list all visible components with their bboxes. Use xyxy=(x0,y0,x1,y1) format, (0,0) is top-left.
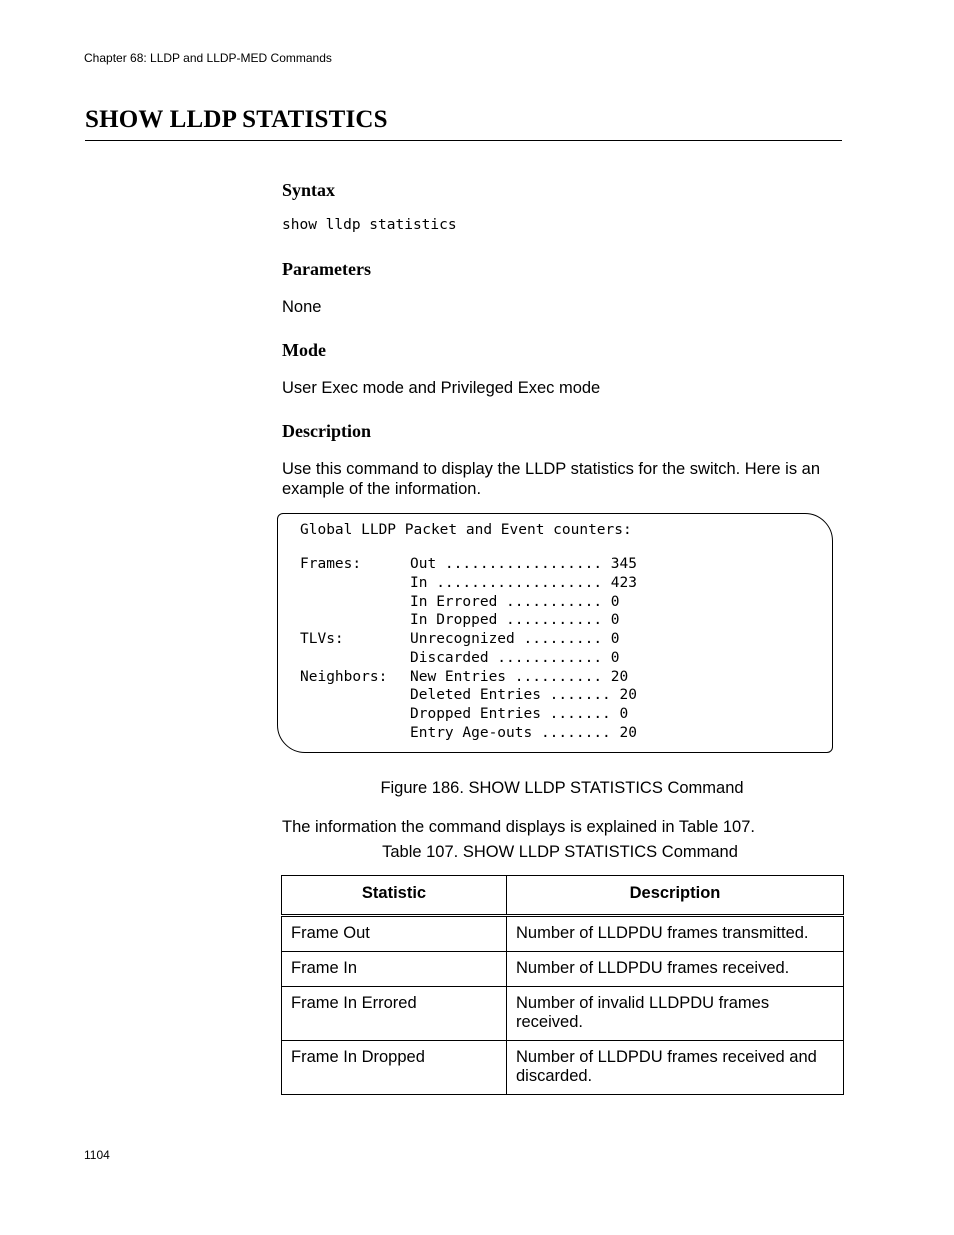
page-title: SHOW LLDP STATISTICS xyxy=(85,106,388,133)
page-number: 1104 xyxy=(84,1148,110,1162)
table-row xyxy=(282,916,844,952)
description-cell: Number of invalid LLDPDU frames received. xyxy=(507,987,844,1041)
terminal-row-entry: In Errored ........... 0 xyxy=(410,594,620,610)
description-cell: Number of LLDPDU frames received and discarded. xyxy=(507,1041,844,1095)
table-header-row xyxy=(282,876,844,916)
terminal-row-entry: Out .................. 345 xyxy=(410,556,637,572)
table-row xyxy=(282,952,844,987)
terminal-row-label: Frames: xyxy=(300,556,362,572)
parameters-heading: Parameters xyxy=(282,259,371,279)
parameters-text: None xyxy=(282,298,322,316)
statistic-cell: Frame In Dropped xyxy=(282,1041,507,1095)
terminal-row-entry: New Entries .......... 20 xyxy=(410,669,629,685)
mode-text: User Exec mode and Privileged Exec mode xyxy=(282,379,601,397)
terminal-row-entry: In Dropped ........... 0 xyxy=(410,612,620,628)
statistics-table xyxy=(281,875,844,1095)
terminal-row-label: Neighbors: xyxy=(300,669,388,685)
terminal-row-label: TLVs: xyxy=(300,631,344,647)
table-row xyxy=(282,987,844,1041)
mode-heading: Mode xyxy=(282,340,326,360)
syntax-command: show lldp statistics xyxy=(282,217,457,233)
figure-caption: Figure 186. SHOW LLDP STATISTICS Command xyxy=(380,779,744,797)
terminal-row-entry: Discarded ............ 0 xyxy=(410,650,620,666)
statistic-cell: Frame Out xyxy=(282,916,507,952)
table-caption: Table 107. SHOW LLDP STATISTICS Command xyxy=(382,843,738,861)
terminal-row-entry: Entry Age-outs ........ 20 xyxy=(410,725,637,741)
column-header-description: Description xyxy=(507,876,844,916)
terminal-header: Global LLDP Packet and Event counters: xyxy=(300,522,632,538)
description-line-2: example of the information. xyxy=(282,480,482,498)
intro-text: The information the command displays is explained in Table 107. xyxy=(282,818,755,836)
description-cell: Number of LLDPDU frames transmitted. xyxy=(507,916,844,952)
syntax-heading: Syntax xyxy=(282,180,336,200)
statistic-cell: Frame In Errored xyxy=(282,987,507,1041)
title-rule xyxy=(85,140,842,141)
description-line-1: Use this command to display the LLDP statistics for the switch. Here is an xyxy=(282,460,821,478)
running-header: Chapter 68: LLDP and LLDP-MED Commands xyxy=(84,51,332,65)
terminal-row-entry: Unrecognized ......... 0 xyxy=(410,631,620,647)
terminal-row-entry: Deleted Entries ....... 20 xyxy=(410,687,637,703)
column-header-statistic: Statistic xyxy=(282,876,507,916)
description-cell: Number of LLDPDU frames received. xyxy=(507,952,844,987)
table-row xyxy=(282,1041,844,1095)
statistic-cell: Frame In xyxy=(282,952,507,987)
description-heading: Description xyxy=(282,421,371,441)
terminal-row-entry: Dropped Entries ....... 0 xyxy=(410,706,629,722)
terminal-row-entry: In ................... 423 xyxy=(410,575,637,591)
